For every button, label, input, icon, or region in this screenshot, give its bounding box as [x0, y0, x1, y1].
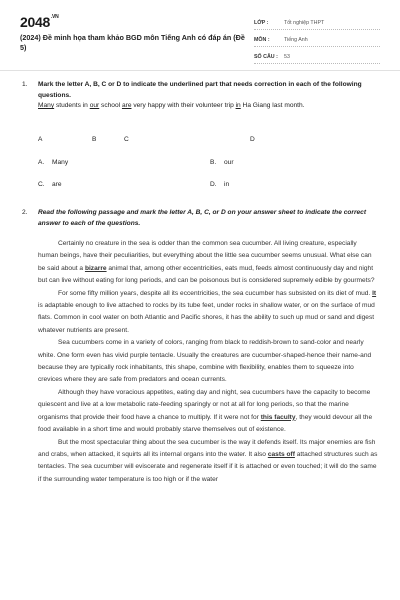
highlighted-word: bizarre	[84, 264, 107, 272]
option-b[interactable]: B. our	[210, 159, 234, 166]
highlighted-word: casts off	[267, 450, 295, 458]
option-a[interactable]: A. Many	[38, 159, 69, 166]
header-divider	[0, 70, 400, 71]
meta-subject: MÔN : Tiếng Anh	[254, 33, 380, 47]
meta-question-count: SỐ CÂU : 53	[254, 50, 380, 64]
option-d[interactable]: D. in	[210, 181, 230, 188]
underline-label-d: D	[250, 136, 255, 143]
question-instruction: Mark the letter A, B, C or D to indicate the underlined part that needs correction in each of the following questions.	[38, 81, 362, 99]
exam-meta	[254, 16, 380, 67]
option-c[interactable]: C. are	[38, 181, 62, 188]
meta-class: LỚP : Tốt nghiệp THPT	[254, 16, 380, 30]
site-logo[interactable]: $2048^{.VN}$	[20, 14, 59, 30]
underline-label-a: A	[38, 136, 43, 143]
question-instruction: Read the following passage and mark the letter A, B, C, or D on your answer sheet to indicate the correct answer to each of the questions.	[38, 209, 367, 227]
passage-paragraph: Although they have voracious appetites, eating day and night, sea cucumbers have the capacity to become quiescent and live at a low metabolic rate-feeding sparingly or not at all for long periods, so that the marine organisms that provide their food have a chance to multiply. If it were not for this faculty, they would devour all the food available in a short time and would probably starve themselves out of existence.	[38, 388, 373, 434]
highlighted-word: this faculty	[260, 413, 296, 421]
passage-paragraph: Sea cucumbers come in a variety of colors, ranging from black to reddish-brown to sand-color and nearly white. One form even has vivid purple tentacle. Usually the creatures are cucumber-shaped-hence their name-and because they are typically rock inhabitants, this shape, combine with flexibility, enables them to squeeze into crevices where they are safe from predators and ocean currents.	[38, 339, 372, 384]
question-sentence: Many students in our school are very happy with their volunteer trip in Ha Giang last month.	[38, 102, 305, 109]
question-number: 1.	[22, 81, 28, 88]
page-title: (2024) Đề minh họa tham khảo BGD môn Tiếng Anh có đáp án (Đề 5)	[20, 33, 245, 52]
underline-label-b: B	[92, 136, 97, 143]
question-number: 2.	[22, 209, 28, 216]
passage-paragraph: Certainly no creature in the sea is odder than the common sea cucumber. All living creature, especially human beings, have their peculiarities, but everything about the little sea cucumber seems unusual. What else can be said about a bizarre animal that, among other eccentricities, eats mud, feeds almost continuously day and night but can live without eating for long periods, and can be poisonous but is considered supremely edible by gourmets?	[38, 240, 375, 285]
page-header	[20, 14, 380, 60]
reading-passage	[38, 238, 378, 486]
passage-paragraph: But the most spectacular thing about the sea cucumber is the way it defends itself. Its major enemies are fish and crabs, when attacked, it squirts all its internal organs into the water. It also casts off attached structures such as tentacles. The sea cucumber will eviscerate and regenerate itself if it is attached or even touched; it will do the same if the surrounding water temperature is too high or if the water	[38, 438, 378, 483]
highlighted-word: It	[372, 289, 377, 297]
underline-label-c: C	[124, 136, 129, 143]
passage-paragraph: For some fifty million years, despite all its eccentricities, the sea cucumber has subsisted on its diet of mud. It is adaptable enough to live attached to rocks by its tube feet, under rocks in shallow water, or on the surface of mud flats. Common in cool water on both Atlantic and Pacific shores, it has the ability to such up mud or sand and digest whatever nutrients are present.	[38, 289, 377, 334]
